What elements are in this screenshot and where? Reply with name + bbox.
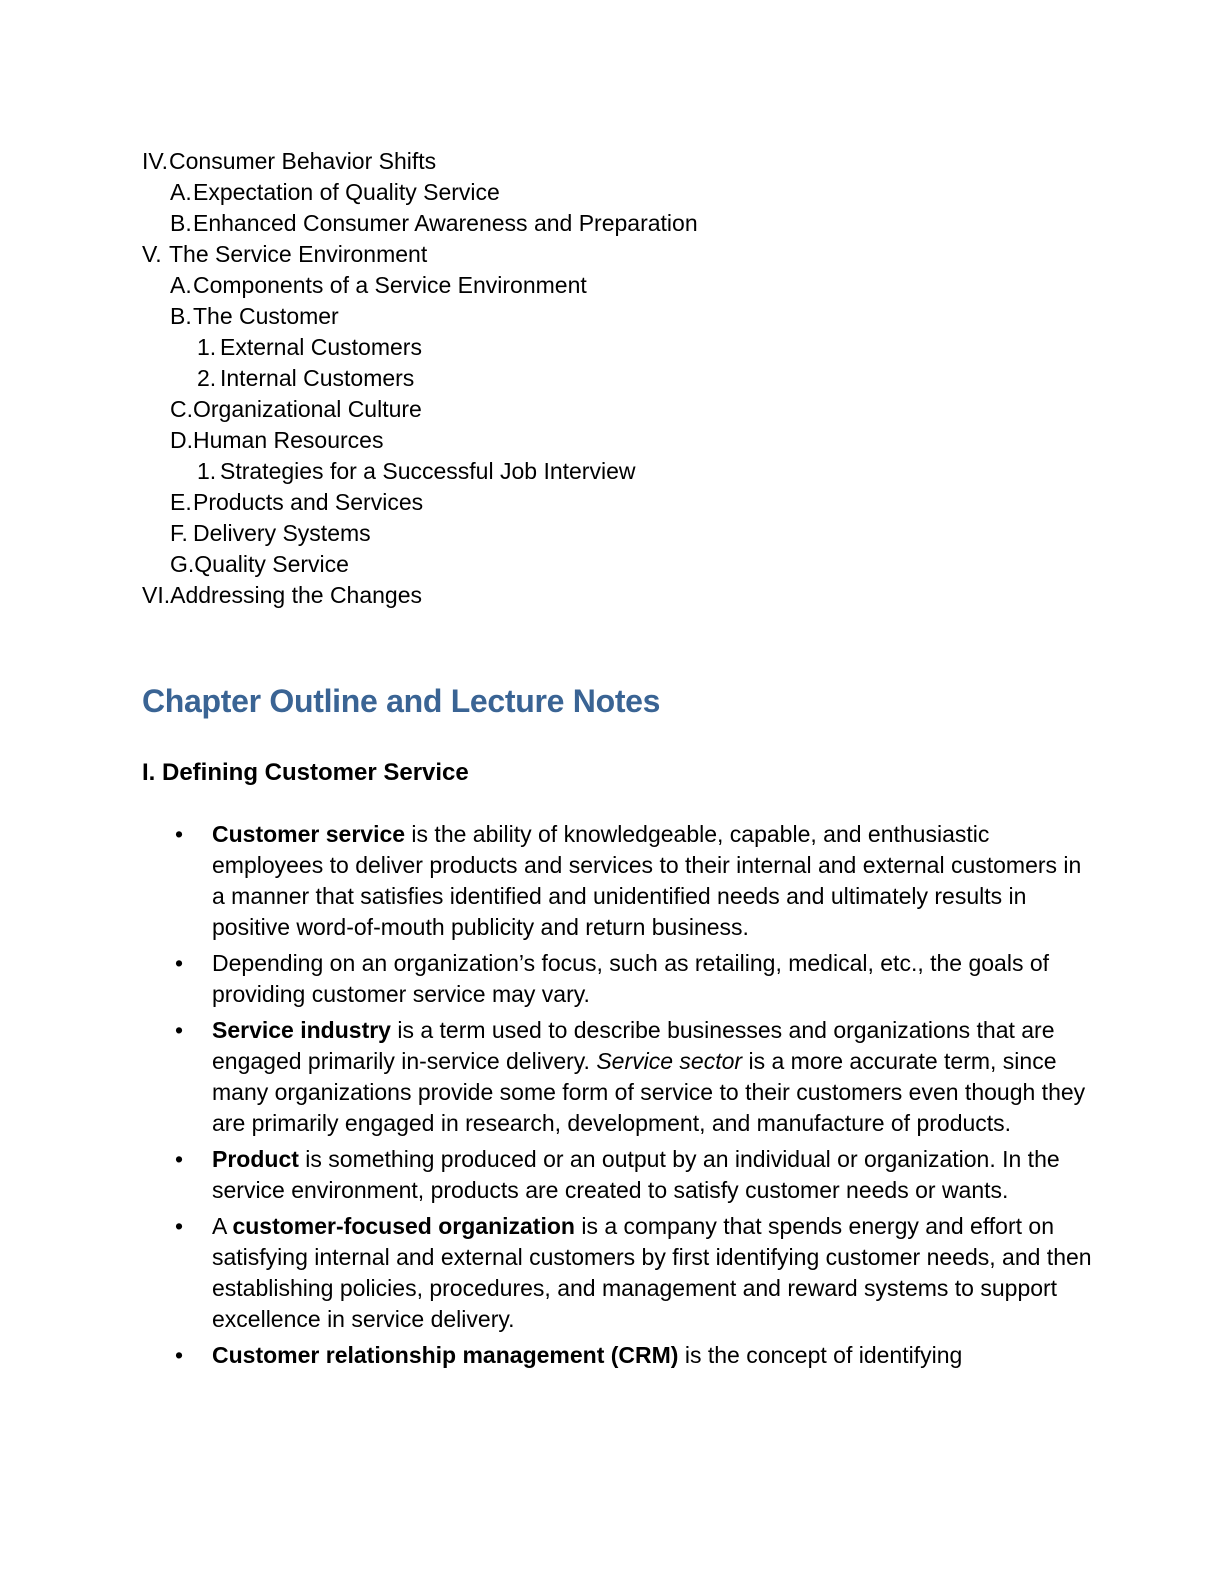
outline-text: Products and Services [193, 489, 424, 515]
note-bullet-item [212, 1015, 1092, 1139]
outline-marker: VI. [142, 582, 171, 608]
outline-text: Human Resources [193, 427, 384, 453]
note-text-segment: is a more accurate term, since many organizations provide some form of service to their customers even though they are primarily engaged in research, development, and manufacture of products. [212, 1048, 1086, 1136]
outline-marker: B. [170, 303, 192, 329]
note-text-segment: Depending on an organization’s focus, such as retailing, medical, etc., the goals of providing customer service may vary. [212, 950, 1050, 1007]
outline-item [142, 146, 1092, 177]
chapter-outline [142, 146, 1092, 611]
outline-item [142, 425, 1092, 456]
outline-item [142, 177, 1092, 208]
outline-marker: 1. [197, 334, 217, 360]
outline-text: Consumer Behavior Shifts [169, 148, 437, 174]
note-text-segment: is something produced or an output by an individual or organization. In the service environment, products are created to satisfy customer needs or wants. [212, 1146, 1060, 1203]
outline-item [142, 239, 1092, 270]
outline-marker: B. [170, 210, 192, 236]
outline-marker: G. [170, 551, 195, 577]
note-text-segment: is the concept of identifying [678, 1342, 963, 1368]
outline-text: Internal Customers [220, 365, 415, 391]
note-text-segment: Customer service [212, 821, 406, 847]
note-text-segment: Product [212, 1146, 299, 1172]
outline-marker: V. [142, 241, 162, 267]
note-bullet-item [212, 1144, 1092, 1206]
note-text-segment: Service industry [212, 1017, 391, 1043]
note-text-segment: Service sector [596, 1048, 743, 1074]
note-text-segment: is a term used to describe businesses and organizations that are engaged primarily in-service delivery. [212, 1017, 1055, 1074]
outline-marker: C. [170, 396, 193, 422]
outline-marker: D. [170, 427, 193, 453]
outline-item [142, 363, 1092, 394]
outline-marker: 2. [197, 365, 217, 391]
section-subheading: I. Defining Customer Service [142, 759, 469, 786]
outline-item [142, 332, 1092, 363]
note-bullet-item [212, 819, 1092, 943]
outline-text: Components of a Service Environment [193, 272, 587, 298]
outline-item [142, 208, 1092, 239]
note-text-segment: is the ability of knowledgeable, capable, and enthusiastic employees to deliver products and services to their internal and external customers in a manner that satisfies identified and unidentified needs and ultimately results in positive word-of-mouth publicity and return business. [212, 821, 1082, 940]
note-text-segment: is a company that spends energy and effort on satisfying internal and external customers by first identifying customer needs, and then establishing policies, procedures, and management and reward systems to support excellence in service delivery. [212, 1213, 1092, 1332]
outline-item [142, 270, 1092, 301]
outline-text: The Customer [193, 303, 339, 329]
outline-marker: F. [170, 520, 188, 546]
outline-text: Delivery Systems [193, 520, 371, 546]
note-text-segment: customer-focused organization [232, 1213, 575, 1239]
outline-text: Enhanced Consumer Awareness and Preparation [193, 210, 698, 236]
outline-text: External Customers [220, 334, 422, 360]
outline-marker: E. [170, 489, 192, 515]
outline-item [142, 580, 1092, 611]
outline-text: The Service Environment [169, 241, 428, 267]
outline-marker: A. [170, 272, 192, 298]
note-bullet-item [212, 1340, 1092, 1371]
outline-text: Expectation of Quality Service [193, 179, 500, 205]
outline-item [142, 301, 1092, 332]
outline-item [142, 487, 1092, 518]
outline-item [142, 394, 1092, 425]
note-text-segment: Customer relationship management (CRM) [212, 1342, 679, 1368]
outline-item [142, 518, 1092, 549]
outline-marker: 1. [197, 458, 217, 484]
outline-item [142, 549, 1092, 580]
outline-text: Quality Service [194, 551, 349, 577]
outline-marker: IV. [142, 148, 169, 174]
lecture-notes-list [142, 819, 1092, 1371]
outline-text: Addressing the Changes [170, 582, 423, 608]
note-text-segment: A [212, 1213, 233, 1239]
outline-marker: A. [170, 179, 192, 205]
section-heading: Chapter Outline and Lecture Notes [142, 683, 661, 719]
outline-text: Organizational Culture [193, 396, 422, 422]
note-bullet-item [212, 1211, 1092, 1335]
note-bullet-item [212, 948, 1092, 1010]
outline-item [142, 456, 1092, 487]
outline-text: Strategies for a Successful Job Interview [220, 458, 636, 484]
